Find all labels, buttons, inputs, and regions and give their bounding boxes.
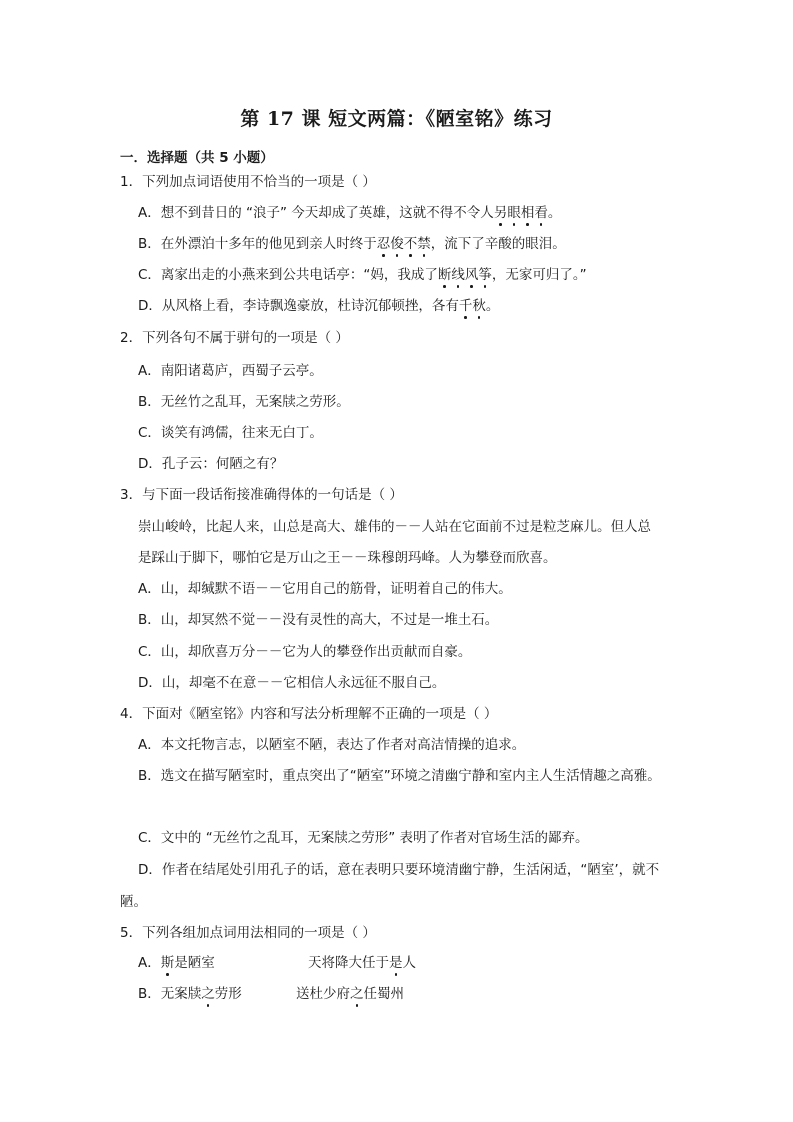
dotted-char: 相 — [520, 205, 535, 221]
question-2-option-c: C．谈笑有鸿儒，往来无白丁。 — [138, 425, 323, 441]
dotted-text — [161, 955, 175, 971]
dotted-term — [350, 986, 364, 1002]
question-5-option-a — [138, 957, 215, 971]
dotted-text — [377, 236, 431, 252]
question-5-stem: 5．下列各组加点词用法相同的一项是（ ） — [120, 925, 376, 941]
question-4-option-b: B．选文在描写陋室时，重点突出了“陋室”环境之清幽宁静和室内主人生活情趣之高雅。 — [138, 768, 661, 784]
option-text: 无案牍 — [160, 986, 202, 1002]
option-text: 天将降大任于 — [308, 955, 389, 971]
question-1-option-b — [138, 238, 566, 252]
option-text: A．想不到昔日的 “浪子” 今天却成了英雄，这就不得不令人 — [138, 205, 494, 221]
option-text: 。 — [485, 298, 500, 314]
section-heading: 一．选择题（共 5 小题） — [120, 150, 274, 166]
question-3-option-b: B．山，却冥然不觉－－没有灵性的高大，不过是一堆土石。 — [138, 612, 499, 628]
question-2-stem: 2．下列各句不属于骈句的一项是（ ） — [120, 330, 349, 346]
dotted-char: 千 — [458, 298, 473, 314]
dotted-term — [201, 986, 215, 1002]
dotted-char: 风 — [464, 267, 479, 283]
dotted-char: 之 — [350, 986, 364, 1002]
dotted-char: 斯 — [160, 955, 175, 971]
dotted-term — [161, 955, 175, 971]
dotted-char: 禁 — [417, 236, 431, 252]
question-3-passage-line-1: 崇山峻岭，比起人来，山总是高大、雄伟的－－人站在它面前不过是粒芝麻儿。但人总 — [138, 519, 651, 535]
option-text: 劳形 — [214, 986, 242, 1002]
question-5-option-b-right — [296, 988, 404, 1002]
dotted-char: 眼 — [507, 205, 521, 221]
dotted-char: 线 — [451, 267, 465, 283]
option-text: B．在外漂泊十多年的他见到亲人时终于 — [138, 236, 377, 252]
dotted-text — [350, 986, 364, 1002]
question-2-option-b: B．无丝竹之乱耳，无案牍之劳形。 — [138, 394, 350, 410]
question-3-stem: 3．与下面一段话衔接准确得体的一句话是（ ） — [120, 487, 403, 503]
dotted-term — [494, 205, 548, 221]
question-3-option-d: D．山，却毫不在意－－它相信人永远征不服自己。 — [138, 675, 446, 691]
dotted-char: 俊 — [390, 236, 404, 252]
dotted-term — [459, 298, 486, 314]
option-text: ，流下了辛酸的眼泪。 — [430, 236, 566, 252]
option-text: 。 — [547, 205, 562, 221]
question-4-option-c: C．文中的 “无丝竹之乱耳，无案牍之劳形” 表明了作者对官场生活的鄙弃。 — [138, 830, 589, 846]
dotted-char: 不 — [403, 236, 418, 252]
dotted-char: 断 — [437, 267, 452, 283]
question-4-option-d-line-1: D．作者在结尾处引用孔子的话，意在表明只要环境清幽宁静，生活闲适，“陋室’，就不 — [138, 862, 660, 878]
page-title: 第 17 课 短文两篇：《陋室铭》练习 — [240, 108, 553, 130]
dotted-term — [438, 267, 492, 283]
option-label: A． — [138, 955, 161, 971]
question-4-stem: 4．下面对《陋室铭》内容和写法分析理解不正确的一项是（ ） — [120, 706, 498, 722]
dotted-term — [389, 955, 403, 971]
option-text: C．离家出走的小燕来到公共电话亭：“妈，我成了 — [138, 267, 438, 283]
dotted-char: 看 — [534, 205, 548, 221]
dotted-text — [459, 298, 486, 314]
question-1-option-a — [138, 207, 561, 221]
question-1-stem: 1．下列加点词语使用不恰当的一项是（ ） — [120, 174, 376, 190]
question-1-option-c — [138, 269, 587, 283]
dotted-char: 筝 — [478, 267, 492, 283]
option-text: 人 — [402, 955, 416, 971]
question-3-option-c: C．山，却欣喜万分－－它为人的攀登作出贡献而自豪。 — [138, 644, 472, 660]
question-2-option-d: D．孔子云：何陋之有？ — [138, 456, 284, 472]
option-text: 任蜀州 — [363, 986, 404, 1002]
dotted-char: 另 — [493, 205, 508, 221]
dotted-text — [201, 986, 215, 1002]
question-3-passage-line-2: 是踩山于脚下，哪怕它是万山之王－－珠穆朗玛峰。人为攀登而欣喜。 — [138, 550, 557, 566]
dotted-char: 是 — [389, 955, 403, 971]
option-text: 是陋室 — [174, 955, 215, 971]
question-1-option-d — [138, 300, 499, 314]
dotted-text — [438, 267, 492, 283]
option-text: ，无家可归了。” — [491, 267, 587, 283]
question-5-option-a-right — [308, 957, 416, 971]
question-4-option-d-line-2: 陋。 — [120, 894, 147, 910]
option-label: B． — [138, 986, 161, 1002]
dotted-char: 秋 — [472, 298, 486, 314]
question-5-option-b — [138, 988, 242, 1002]
dotted-char: 之 — [201, 986, 215, 1002]
question-3-option-a: A．山，却缄默不语－－它用自己的筋骨，证明着自己的伟大。 — [138, 581, 512, 597]
option-text: 送杜少府 — [296, 986, 350, 1002]
dotted-text — [389, 955, 403, 971]
dotted-text — [494, 205, 548, 221]
dotted-char: 忍 — [376, 236, 391, 252]
dotted-term — [377, 236, 431, 252]
question-4-option-a: A．本文托物言志，以陋室不陋，表达了作者对高洁情操的追求。 — [138, 737, 526, 753]
question-2-option-a: A．南阳诸葛庐，西蜀子云亭。 — [138, 363, 323, 379]
option-text: D．从风格上看，李诗飘逸豪放，杜诗沉郁顿挫，各有 — [138, 298, 459, 314]
